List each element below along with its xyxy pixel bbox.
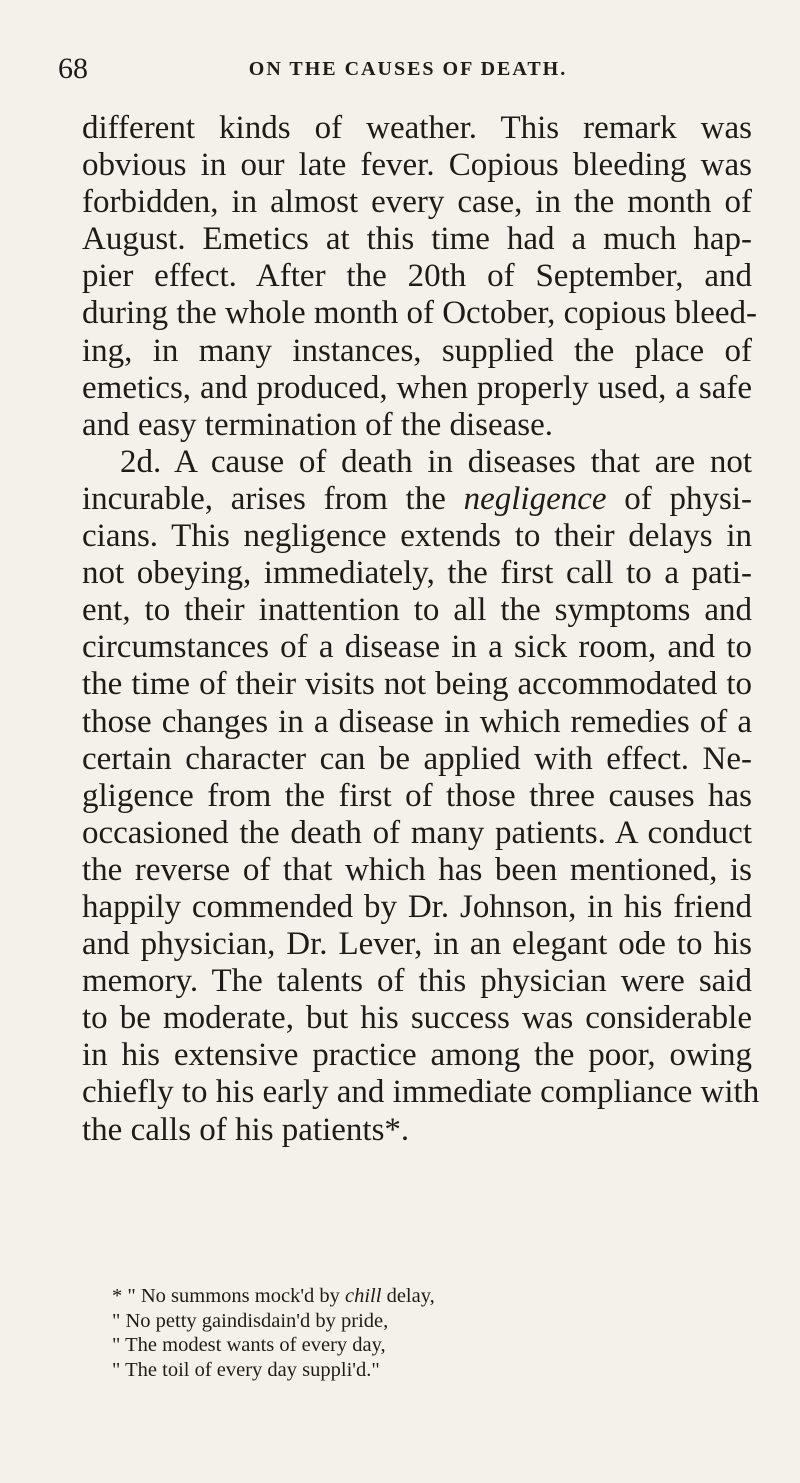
text-line: certain character can be applied with effect. Ne- (82, 740, 752, 777)
italic-emphasis: chill (345, 1285, 382, 1307)
text-line: circumstances of a disease in a sick room, and to (82, 629, 752, 666)
text-line: different kinds of weather. This remark was (82, 110, 752, 146)
text-line: memory. The talents of this physician were said (82, 963, 752, 1000)
text-line: emetics, and produced, when properly used, a safe (82, 369, 752, 406)
text-line: in his extensive practice among the poor, owing (82, 1037, 752, 1074)
text-line: those changes in a disease in which remedies of a (82, 703, 752, 740)
footnote-line: " The modest wants of every day, (112, 1334, 386, 1356)
text-line: during the whole month of October, copious bleed- (82, 295, 758, 332)
text-line: ing, in many instances, supplied the place of (82, 332, 752, 369)
running-head: ON THE CAUSES OF DEATH. (248, 58, 568, 80)
text-line: occasioned the death of many patients. A conduct (82, 814, 752, 851)
footnote-line: " No petty gaindisdain'd by pride, (112, 1309, 389, 1332)
text-line: ent, to their inattention to all the symptoms and (82, 592, 752, 629)
text-line: not obeying, immediately, the first call to a pati- (82, 555, 752, 592)
text-line: cians. This negligence extends to their delays in (82, 518, 752, 555)
text-line: the time of their visits not being accommodated to (82, 666, 752, 703)
body-text (82, 110, 760, 1149)
text-span: delay, (386, 1285, 435, 1307)
text-line: forbidden, in almost every case, in the month of (82, 184, 752, 221)
text-line: the reverse of that which has been mentioned, is (82, 851, 752, 888)
footnote-line (112, 1284, 612, 1309)
text-span: incurable, arises from the (82, 480, 446, 517)
page-number: 68 (58, 52, 88, 85)
text-span: of physi- (624, 480, 753, 517)
italic-emphasis: negligence (463, 480, 607, 517)
text-line: obvious in our late fever. Copious bleeding was (82, 147, 752, 184)
text-line: pier effect. After the 20th of September, and (82, 258, 752, 295)
footnote-line: " The toil of every day suppli'd." (112, 1358, 380, 1381)
text-line: 2d. A cause of death in diseases that are not (120, 443, 752, 480)
page-header (58, 52, 758, 92)
text-line: gligence from the first of those three causes has (82, 777, 752, 814)
text-line: and easy termination of the disease. (82, 406, 554, 443)
text-line: happily commended by Dr. Johnson, in his friend (82, 888, 752, 925)
text-line: and physician, Dr. Lever, in an elegant ode to his (82, 926, 752, 963)
text-line: chiefly to his early and immediate compliance with (82, 1074, 760, 1111)
text-line (82, 481, 752, 518)
footnote (112, 1284, 612, 1382)
text-line: the calls of his patients*. (82, 1111, 410, 1148)
text-line: to be moderate, but his success was considerable (82, 1000, 752, 1037)
text-line: August. Emetics at this time had a much hap- (82, 221, 752, 258)
text-span: * " No summons mock'd by (112, 1285, 340, 1307)
